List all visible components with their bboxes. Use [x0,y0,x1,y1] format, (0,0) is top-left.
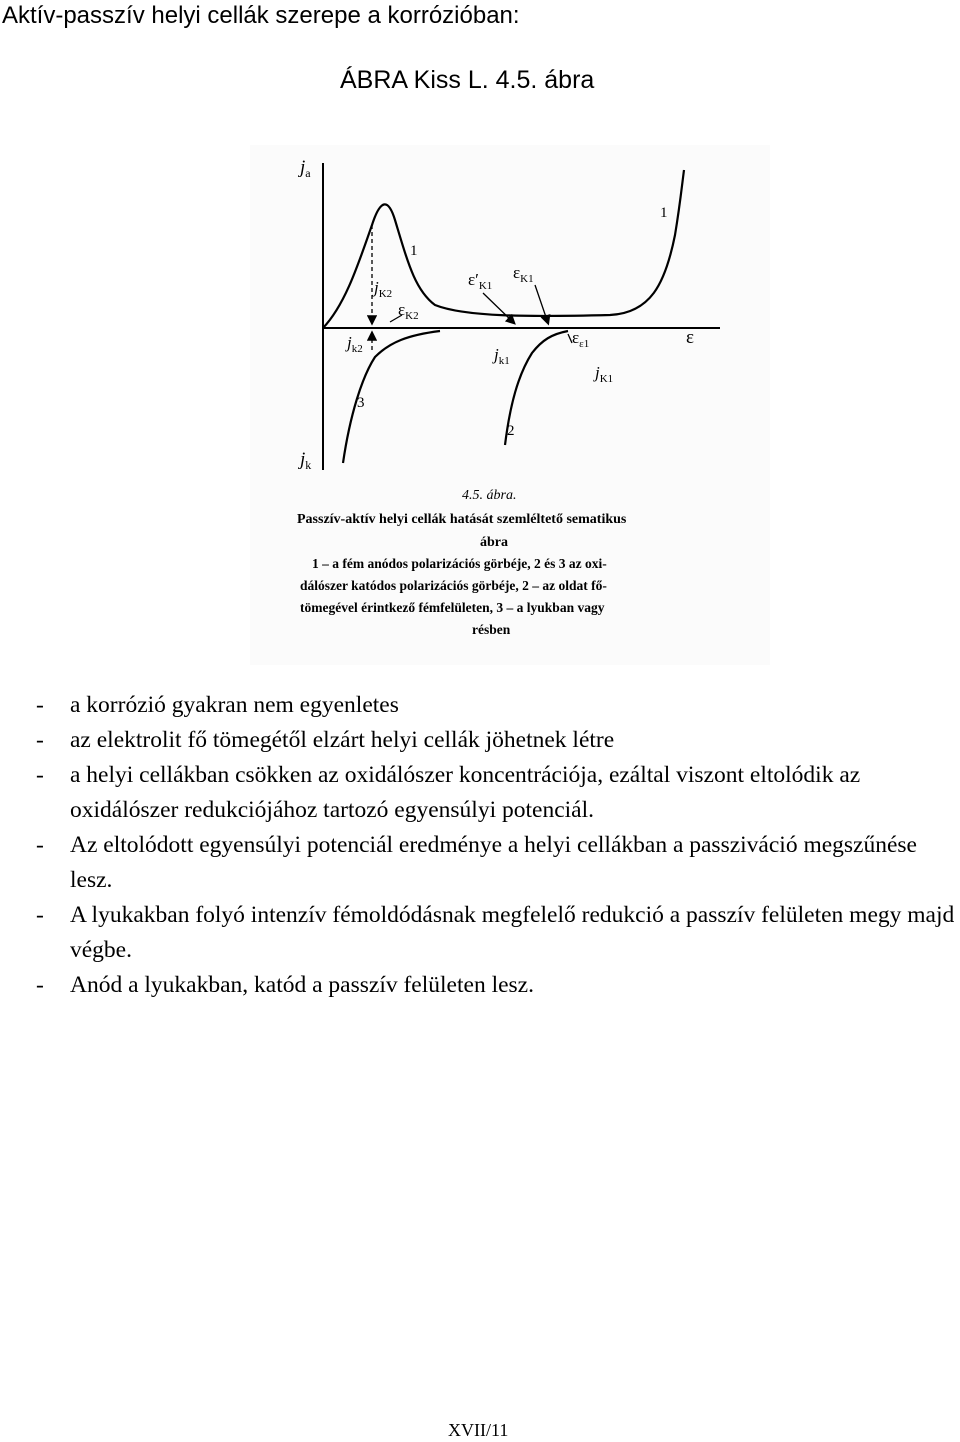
bullet-text: az elektrolit fő tömegétől elzárt helyi cellák jöhetnek létre [70,727,615,753]
bullet-item [36,723,956,758]
jK1-label: $j_{K1}$ [595,363,614,385]
jk-label: $j_k$ [300,449,312,472]
caption-line4: résben [472,622,511,637]
caption-title-line2: ábra [480,535,508,550]
caption-line3: tömegével érintkező fémfelületen, 3 – a lyukban vagy [300,600,605,615]
epse1-label: $\varepsilon_{\varepsilon 1}$ [572,328,590,350]
curve1-label-left: 1 [410,243,418,259]
bullet-dash: - [36,692,44,718]
bullet-text: A lyukakban folyó intenzív fémoldódásnak megfelelő redukció a passzív felületen megy majd végbe. [70,902,955,963]
bullet-dash: - [36,762,44,788]
page-number: XVII/11 [448,1420,509,1440]
ja-label: $j_a$ [300,157,311,180]
bullet-text: a helyi cellákban csökken az oxidálószer koncentrációja, ezáltal viszont eltolódik az oxidálószer redukciójához tartozó egyensúlyi potenciál. [70,762,861,823]
bullet-dash: - [36,832,44,858]
jk2-label: $j_{k2}$ [347,333,363,355]
page-title: Aktív-passzív helyi cellák szerepe a korrózióban: [2,2,520,29]
bullet-item [36,968,956,1003]
epsK2-label: $\varepsilon_{K2}$ [398,300,419,322]
bullet-item [36,688,956,723]
bullet-item [36,898,956,968]
polarization-diagram [250,145,770,665]
epsilon-axis-label: ε [686,327,694,348]
caption-line1: 1 – a fém anódos polarizációs görbéje, 2 és 3 az oxi- [312,556,607,571]
bullet-list [36,688,956,1003]
curve1-label-right: 1 [660,205,668,221]
bullet-item [36,828,956,898]
figure [250,145,770,665]
bullet-text: Anód a lyukakban, katód a passzív felületen lesz. [70,972,534,998]
bullet-dash: - [36,972,44,998]
bullet-text: a korrózió gyakran nem egyenletes [70,692,399,718]
bullet-text: Az eltolódott egyensúlyi potenciál eredménye a helyi cellákban a passziváció megszűnése lesz. [70,832,917,893]
epsK1-label: $\varepsilon_{K1}$ [513,263,534,285]
bullet-item [36,758,956,828]
caption-title-line1: Passzív-aktív helyi cellák hatását szemléltető sematikus [297,512,627,527]
jK2-label: $j_{K2}$ [374,278,393,300]
curve3-label: 3 [357,395,365,411]
caption-line2: dálószer katódos polarizációs görbéje, 2 – az oldat fő- [300,578,607,593]
bullet-dash: - [36,902,44,928]
epsK1p-arrow [483,293,514,323]
epsK1-arrow [535,285,548,323]
figure-number: 4.5. ábra. [462,488,517,503]
epsK1-prime-label: $\varepsilon'_{K1}$ [468,270,493,292]
jk1-label: $j_{k1}$ [494,345,510,367]
curve2-label: 2 [507,423,515,439]
figure-reference: ÁBRA Kiss L. 4.5. ábra [340,66,595,94]
anodic-curve-1 [323,170,684,328]
bullet-dash: - [36,727,44,753]
